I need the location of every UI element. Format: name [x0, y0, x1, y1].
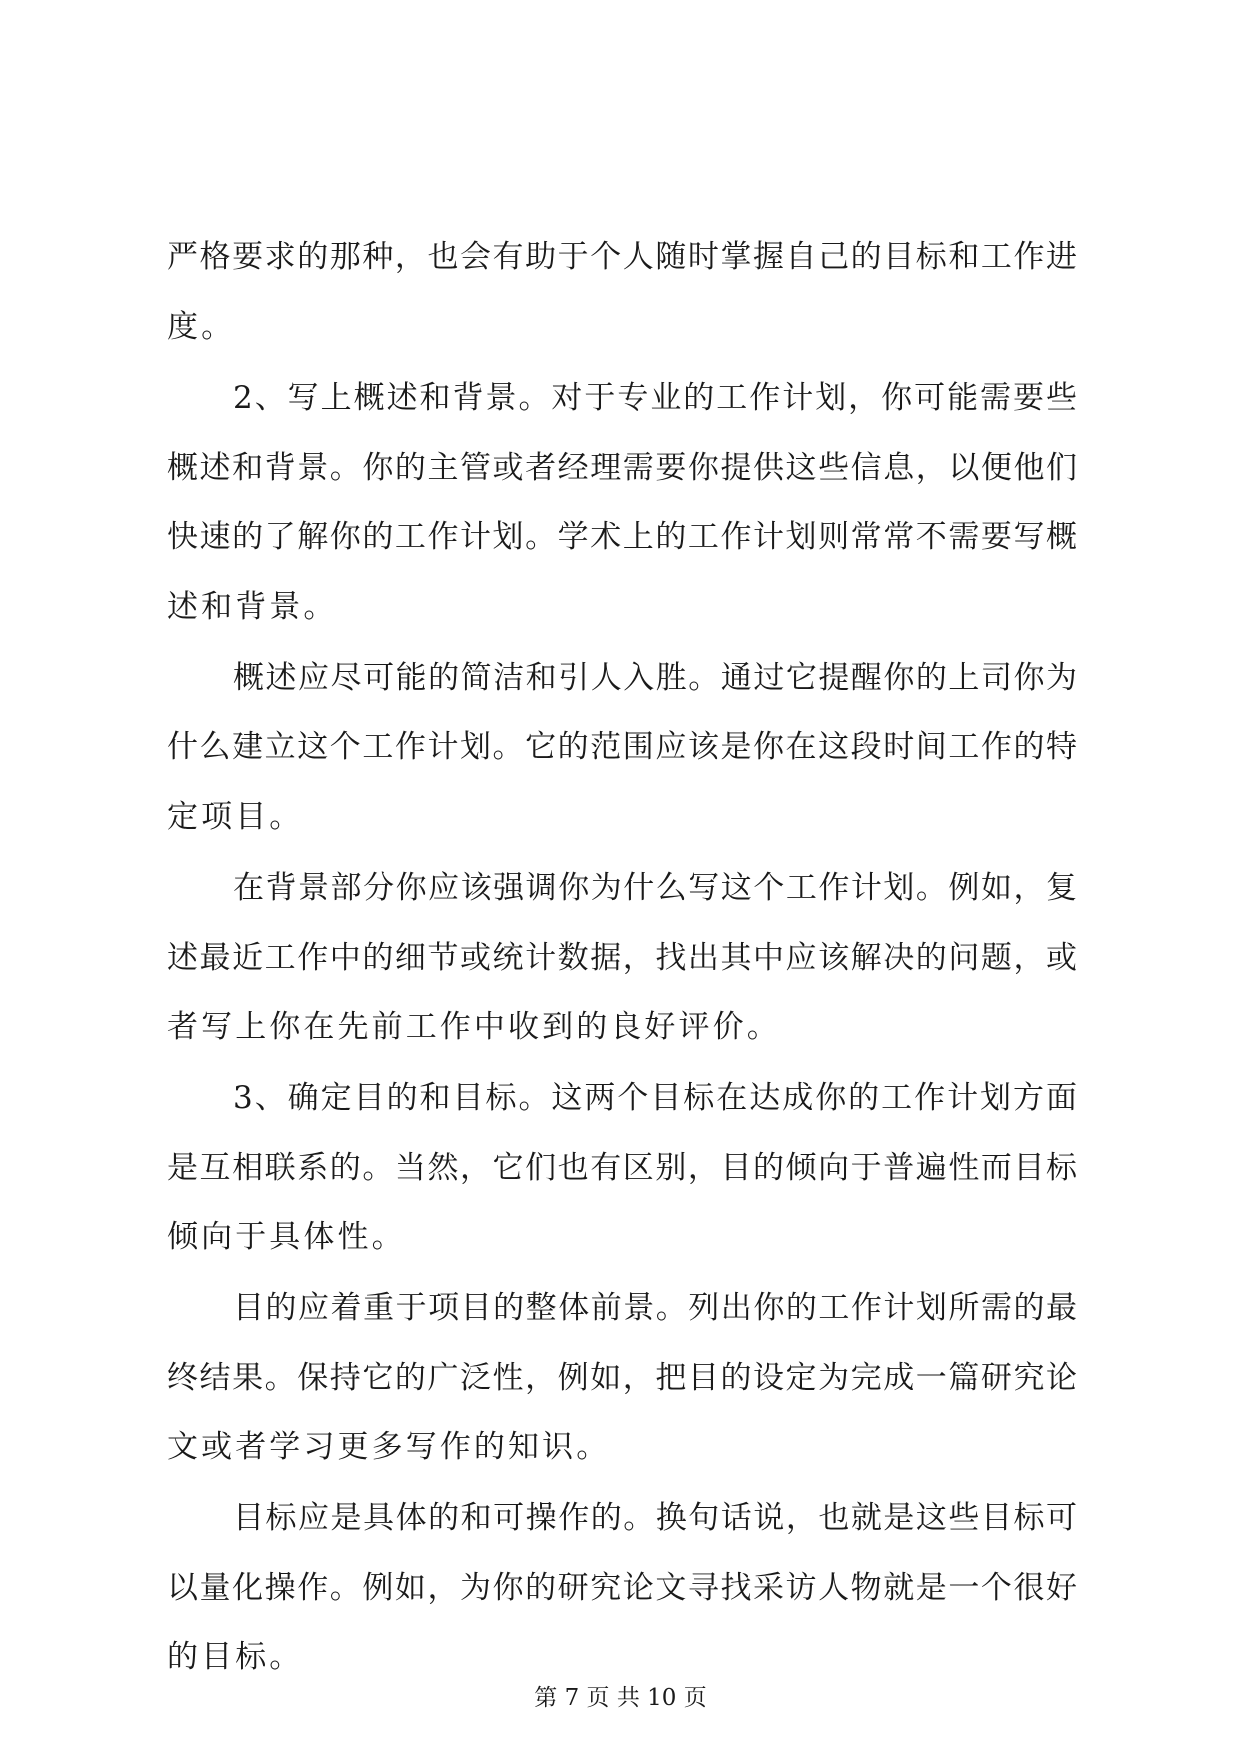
body-text-line: 述和背景。	[167, 589, 338, 625]
body-text-line: 是互相联系的。当然，它们也有区别，目的倾向于普遍性而目标	[167, 1150, 1077, 1186]
body-text-line: 概述应尽可能的简洁和引人入胜。通过它提醒你的上司你为	[233, 660, 1077, 696]
body-text-line: 文或者学习更多写作的知识。	[167, 1429, 611, 1465]
body-text-line: 以量化操作。例如，为你的研究论文寻找采访人物就是一个很好	[167, 1570, 1077, 1606]
body-text-line: 的目标。	[167, 1639, 304, 1675]
page-number-footer: 第 7 页 共 10 页	[534, 1685, 707, 1711]
body-text-line: 什么建立这个工作计划。它的范围应该是你在这段时间工作的特	[167, 729, 1077, 765]
body-text-line: 目标应是具体的和可操作的。换句话说，也就是这些目标可	[233, 1500, 1077, 1536]
body-text-line: 在背景部分你应该强调你为什么写这个工作计划。例如，复	[233, 870, 1077, 906]
body-text-line: 倾向于具体性。	[167, 1219, 406, 1255]
body-text-line: 述最近工作中的细节或统计数据，找出其中应该解决的问题，或	[167, 940, 1077, 976]
body-text-line: 3、确定目的和目标。这两个目标在达成你的工作计划方面	[233, 1080, 1077, 1116]
body-text-line: 2、写上概述和背景。对于专业的工作计划，你可能需要些	[233, 380, 1077, 416]
body-text-line: 概述和背景。你的主管或者经理需要你提供这些信息，以便他们	[167, 450, 1077, 486]
body-text-line: 终结果。保持它的广泛性，例如，把目的设定为完成一篇研究论	[167, 1360, 1077, 1396]
body-text-line: 者写上你在先前工作中收到的良好评价。	[167, 1009, 781, 1045]
body-text-line: 目的应着重于项目的整体前景。列出你的工作计划所需的最	[233, 1290, 1077, 1326]
body-text-line: 定项目。	[167, 799, 304, 835]
body-text-line: 快速的了解你的工作计划。学术上的工作计划则常常不需要写概	[167, 519, 1077, 555]
body-text-line: 严格要求的那种，也会有助于个人随时掌握自己的目标和工作进	[167, 239, 1077, 275]
body-text-line: 度。	[167, 309, 236, 345]
